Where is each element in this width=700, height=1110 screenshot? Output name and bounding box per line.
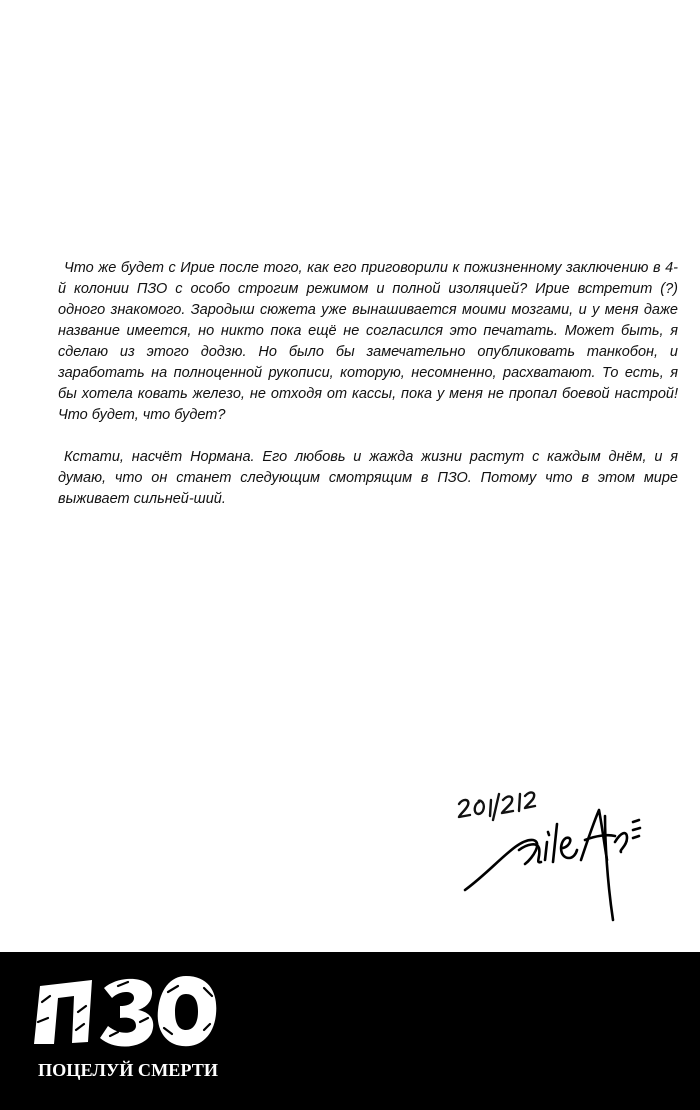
afterword-text bbox=[58, 258, 678, 531]
handwritten-signature bbox=[455, 780, 655, 930]
logo-subtitle bbox=[38, 1058, 238, 1082]
afterword-paragraph-1: Что же будет с Ирие после того, как его приговорили к пожизненному заключению в 4-й колонии ПЗО с особо строгим режимом и полной изоляцией? Ирие встретит (?) одного знакомого. Зародыш сюжета уже вынашивается моими мозгами, и у меня даже название имеется, но никто пока ещё не согласился это печатать. Может быть, я сделаю из этого додзю. Но было бы замечательно опубликовать танкобон, и заработать на полноценной рукописи, которую, несомненно, расхватают. То есть, я бы хотела ковать железо, не отходя от кассы, пока у меня не пропал боевой настрой! Что будет, что будет? bbox=[58, 260, 678, 423]
footer-band bbox=[0, 952, 700, 1110]
subtitle-text: ПОЦЕЛУЙ СМЕРТИ bbox=[38, 1060, 217, 1080]
title-logo bbox=[22, 972, 232, 1092]
logo-mark bbox=[28, 972, 218, 1052]
author-signature bbox=[455, 780, 655, 930]
afterword-paragraph-2: Кстати, насчёт Нормана. Его любовь и жажда жизни растут с каждым днём, и я думаю, что он станет следующим смотрящим в ПЗО. Потому что в этом мире выживает сильней-ший. bbox=[58, 449, 678, 507]
